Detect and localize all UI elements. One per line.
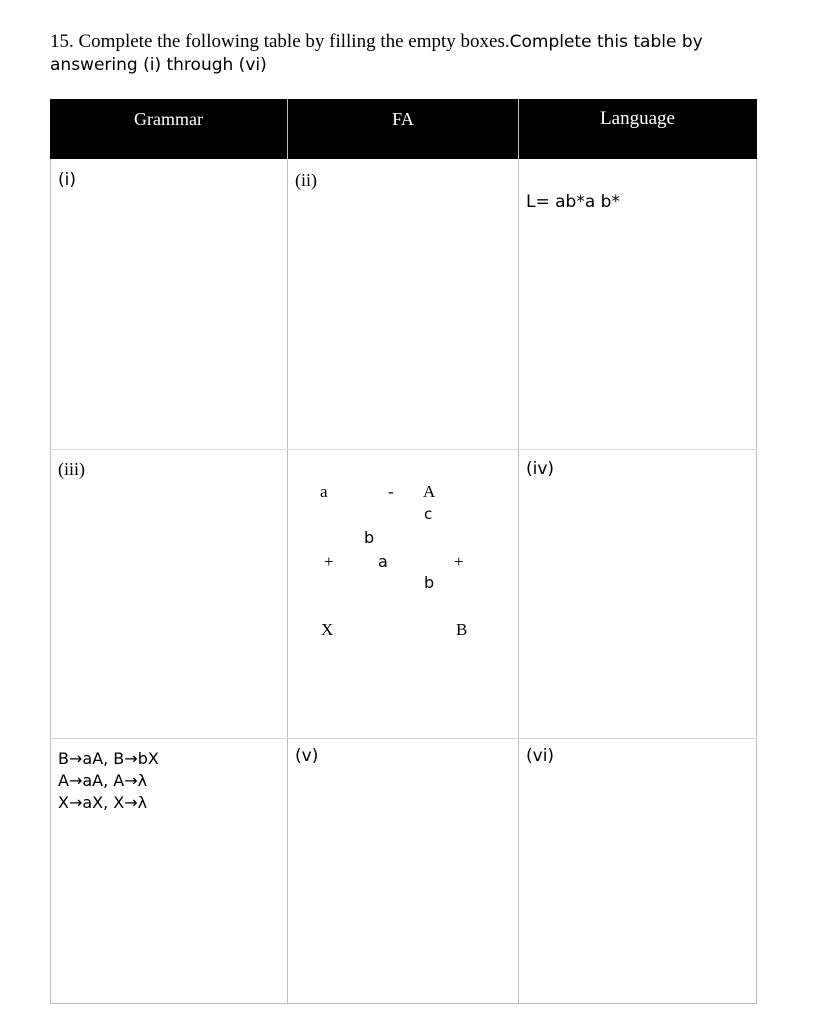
- grammar-rule-line: B→aA, B→bX: [58, 749, 159, 768]
- cell-ii-label: (ii): [295, 170, 317, 190]
- fa-label-b: b: [424, 573, 435, 592]
- question-text: [50, 30, 770, 77]
- fa-label-a: a: [378, 552, 388, 571]
- grammar-rules: [58, 748, 159, 814]
- fa-final-marker: +: [324, 552, 334, 571]
- fa-state-X: X: [321, 620, 334, 639]
- cell-iii-label: (iii): [58, 459, 85, 479]
- question-part2: Complete this table by: [509, 32, 703, 52]
- grammar-rule-line: X→aX, X→λ: [58, 793, 148, 812]
- question-part3: answering (i) through (vi): [50, 55, 267, 75]
- header-fa: FA: [392, 109, 414, 129]
- header-grammar: Grammar: [134, 109, 203, 129]
- cell-i-label: (i): [58, 170, 76, 190]
- row-divider: [50, 738, 757, 739]
- grammar-rule-line: A→aA, A→λ: [58, 771, 148, 790]
- fa-label-a: a: [320, 482, 328, 501]
- column-divider: [518, 99, 519, 1004]
- fa-label-b: b: [364, 528, 375, 547]
- cell-vi-label: (vi): [526, 746, 555, 766]
- header-language: Language: [600, 108, 675, 129]
- cell-v-label: (v): [295, 746, 319, 766]
- fa-start-marker: -: [388, 482, 394, 501]
- column-divider: [287, 99, 288, 1004]
- fa-label-c: c: [424, 505, 433, 523]
- row-divider: [50, 449, 757, 450]
- cell-iv-label: (iv): [526, 459, 555, 479]
- fa-final-marker: +: [454, 552, 464, 571]
- answer-table: [50, 99, 757, 1004]
- fa-state-B: B: [456, 620, 468, 639]
- language-expression: L= ab*a b*: [526, 192, 620, 212]
- fa-state-A: A: [423, 482, 436, 501]
- question-part1: 15. Complete the following table by filling the empty boxes.: [50, 31, 510, 52]
